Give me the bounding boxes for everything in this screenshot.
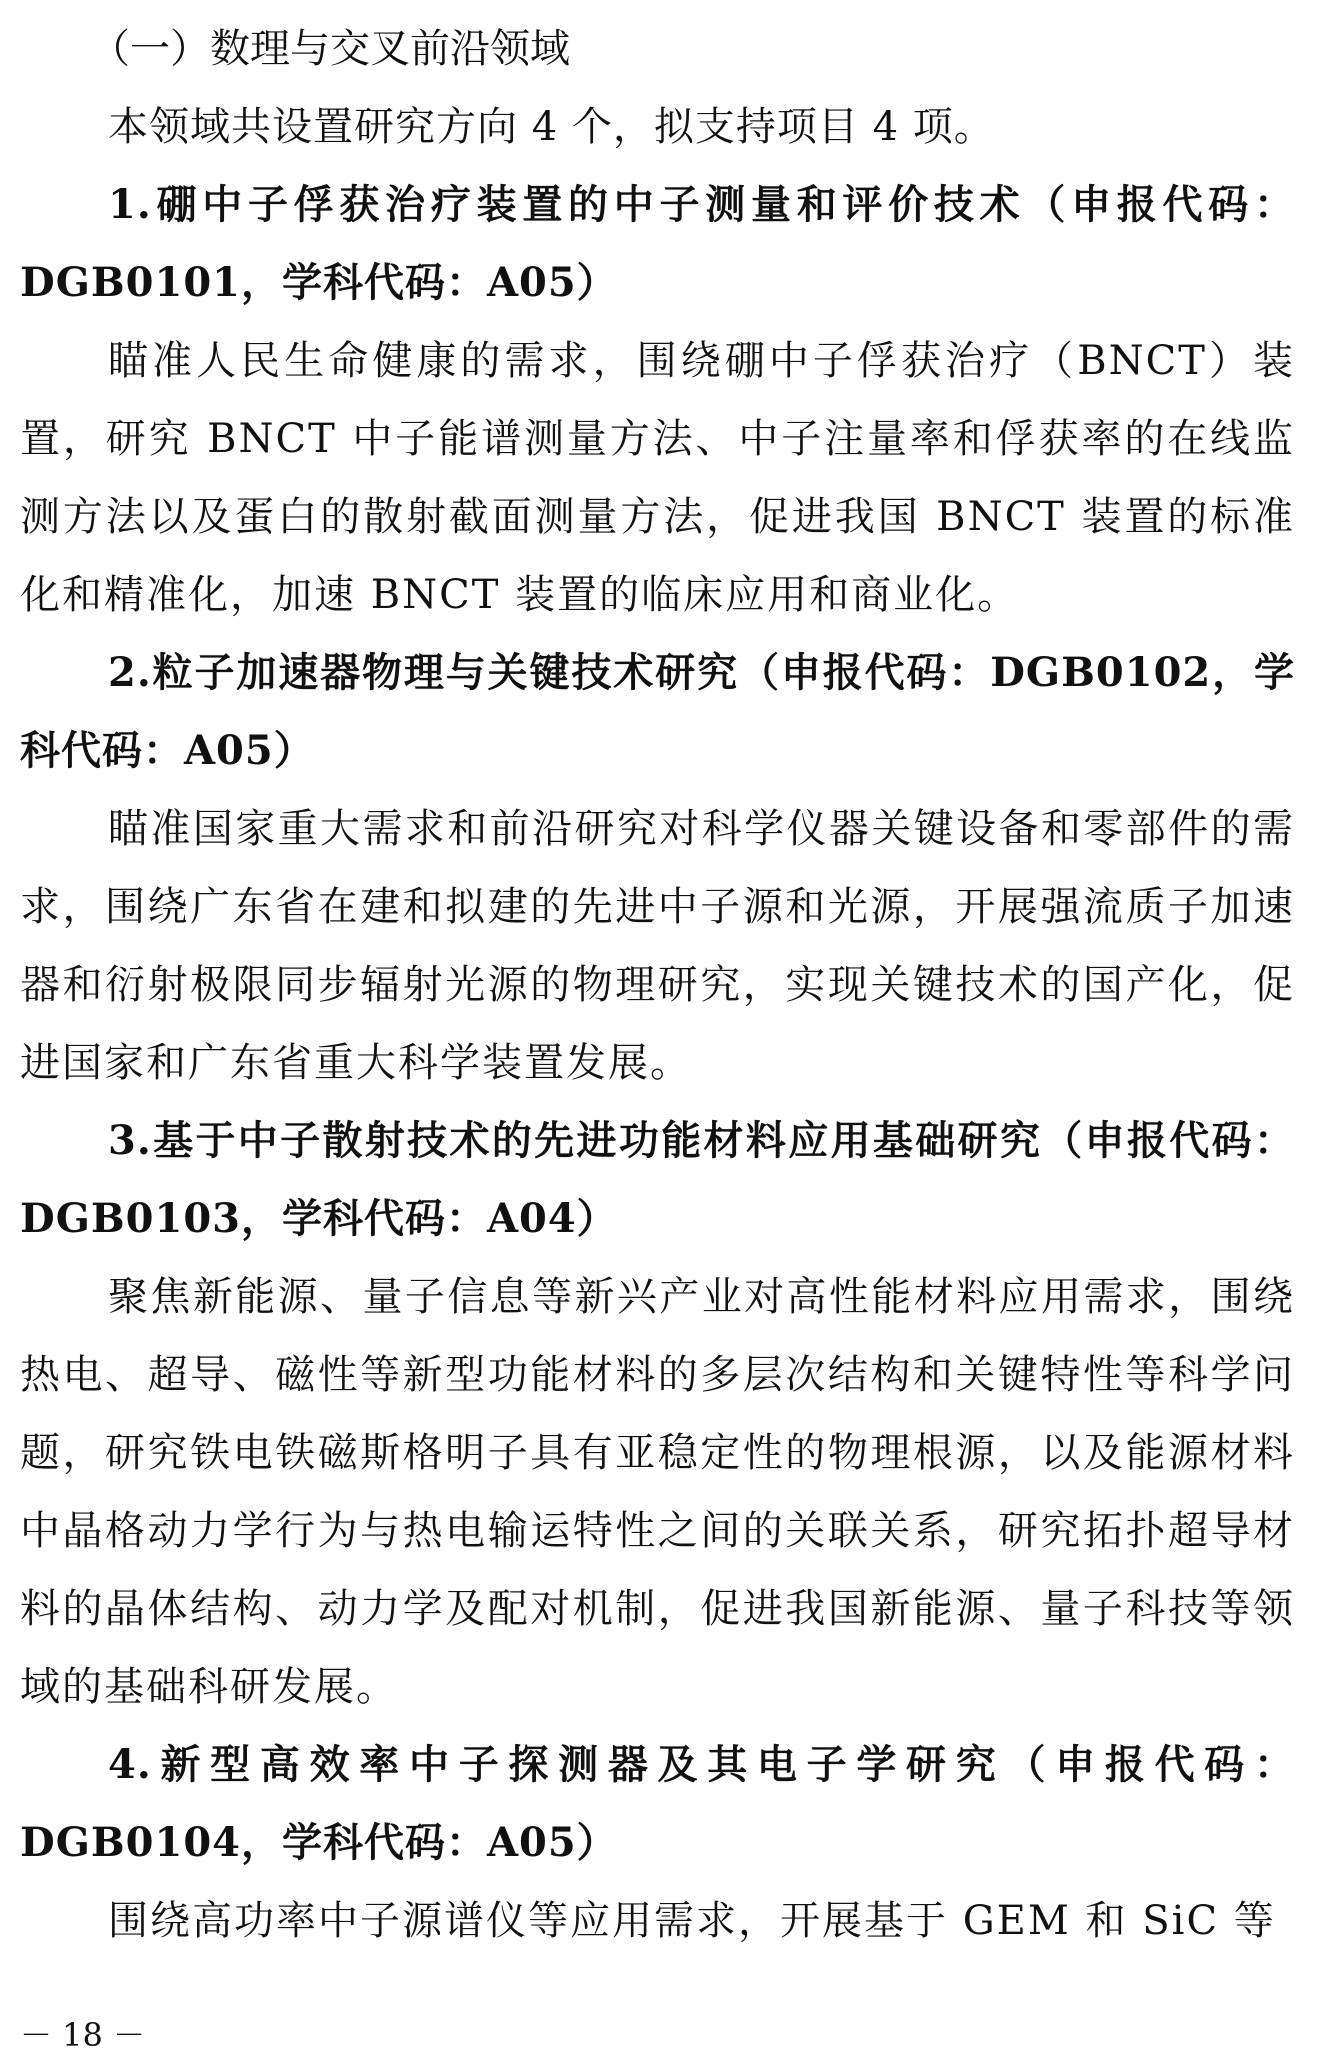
item-4-heading: 4.新型高效率中子探测器及其电子学研究（申报代码：DGB0104，学科代码：A05）	[20, 1741, 1295, 1866]
item-2-body: 瞄准国家重大需求和前沿研究对科学仪器关键设备和零部件的需求，围绕广东省在建和拟建的先进中子源和光源，开展强流质子加速器和衍射极限同步辐射光源的物理研究，实现关键技术的国产化，促进国家和广东省重大科学装置发展。	[20, 806, 1295, 1086]
item-1-body: 瞄准人民生命健康的需求，围绕硼中子俘获治疗（BNCT）装置，研究 BNCT 中子能谱测量方法、中子注量率和俘获率的在线监测方法以及蛋白的散射截面测量方法，促进我国 BNCT 装置的标准化和精准化，加速 BNCT 装置的临床应用和商业化。	[20, 338, 1295, 618]
item-3-heading: 3.基于中子散射技术的先进功能材料应用基础研究（申报代码：DGB0103，学科代码：A04）	[20, 1117, 1295, 1242]
section-title: （一）数理与交叉前沿领域	[90, 26, 570, 72]
item-3-body: 聚焦新能源、量子信息等新兴产业对高性能材料应用需求，围绕热电、超导、磁性等新型功能材料的多层次结构和关键特性等科学问题，研究铁电铁磁斯格明子具有亚稳定性的物理根源，以及能源材料中晶格动力学行为与热电输运特性之间的关联关系，研究拓扑超导材料的晶体结构、动力学及配对机制，促进我国新能源、量子科技等领域的基础科研发展。	[20, 1274, 1295, 1710]
item-1-heading: 1.硼中子俘获治疗装置的中子测量和评价技术（申报代码：DGB0101，学科代码：A05）	[20, 181, 1295, 306]
intro-paragraph: 本领域共设置研究方向 4 个，拟支持项目 4 项。	[108, 104, 995, 150]
item-4-body: 围绕高功率中子源谱仪等应用需求，开展基于 GEM 和 SiC 等	[108, 1898, 1276, 1944]
document-page	[20, 10, 1295, 1960]
item-2-heading: 2.粒子加速器物理与关键技术研究（申报代码：DGB0102，学科代码：A05）	[20, 649, 1295, 774]
page-number: － 18 －	[20, 2016, 146, 2054]
